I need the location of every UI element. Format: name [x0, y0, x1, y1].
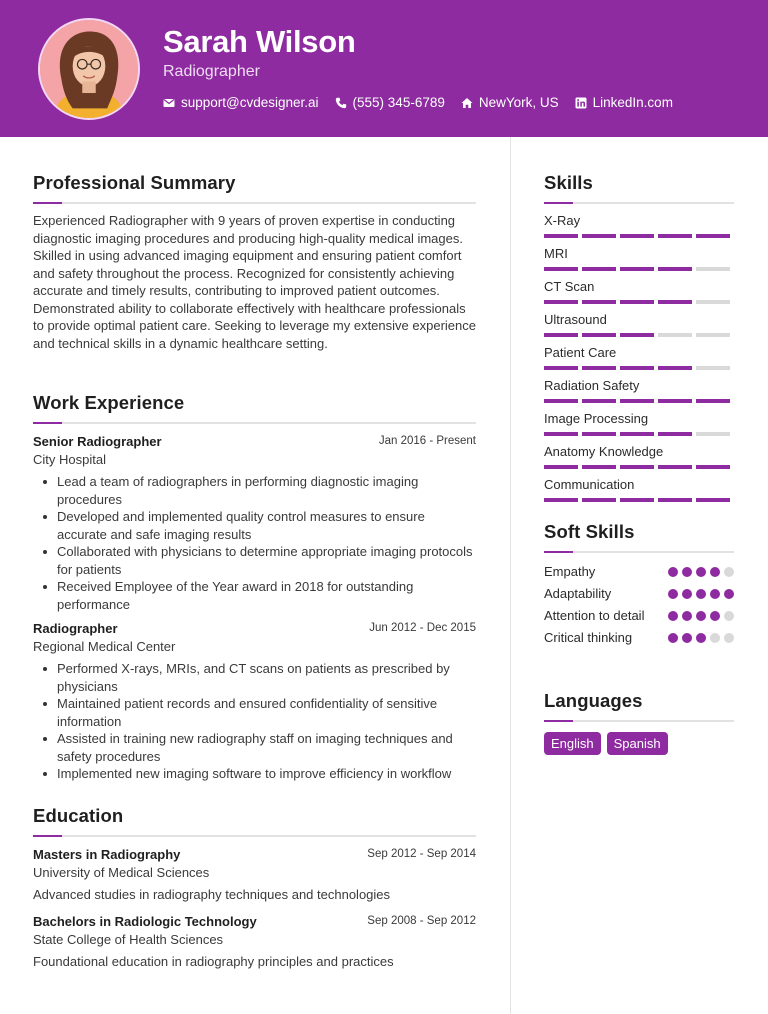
envelope-icon: [163, 97, 175, 109]
skill-item: [544, 444, 734, 469]
skill-name: CT Scan: [544, 279, 595, 294]
skill-name: X-Ray: [544, 213, 581, 228]
contact-list: [163, 95, 673, 110]
skill-level-segment: [658, 465, 692, 469]
skill-name: Anatomy Knowledge: [544, 444, 664, 459]
summary-heading: Professional Summary: [33, 172, 236, 193]
skill-level-segment: [620, 267, 654, 271]
experience-heading: Work Experience: [33, 392, 185, 413]
rating-dot: [724, 589, 734, 599]
skill-level-segment: [582, 366, 616, 370]
rating-dot: [724, 611, 734, 621]
section-rule: [33, 202, 476, 204]
education-description: Advanced studies in radiography techniques and technologies: [33, 887, 391, 902]
soft-skill-name: Adaptability: [544, 586, 612, 601]
candidate-name: Sarah Wilson: [163, 24, 356, 59]
skill-level-bar: [544, 300, 734, 304]
rating-dot: [710, 589, 720, 599]
skill-level-segment: [658, 300, 692, 304]
school-name: State College of Health Sciences: [33, 932, 224, 947]
list-item: Implemented new imaging software to improve efficiency in workflow: [57, 765, 476, 783]
soft-skill-rating: [668, 611, 734, 621]
education-date: Sep 2008 - Sep 2012: [367, 915, 476, 927]
skill-level-segment: [544, 399, 578, 403]
rating-dot: [682, 589, 692, 599]
education-description: Foundational education in radiography principles and practices: [33, 954, 394, 969]
skill-item: [544, 477, 734, 502]
list-item: Received Employee of the Year award in 2018 for outstanding performance: [57, 578, 476, 613]
education-date: Sep 2012 - Sep 2014: [367, 848, 476, 860]
skill-level-segment: [696, 432, 730, 436]
contact-phone-text: (555) 345-6789: [352, 95, 445, 110]
skills-heading: Skills: [544, 172, 593, 193]
job-title: Senior Radiographer: [33, 434, 162, 449]
soft-skill-name: Empathy: [544, 564, 596, 579]
skill-name: Radiation Safety: [544, 378, 640, 393]
skill-level-bar: [544, 267, 734, 271]
skill-level-segment: [696, 234, 730, 238]
rating-dot: [696, 589, 706, 599]
skill-level-segment: [582, 399, 616, 403]
skill-level-segment: [582, 498, 616, 502]
skill-level-segment: [582, 465, 616, 469]
experience-section: [33, 392, 476, 783]
job-bullets: [33, 660, 476, 783]
skill-level-bar: [544, 333, 734, 337]
skill-level-segment: [658, 399, 692, 403]
rating-dot: [724, 633, 734, 643]
list-item: Maintained patient records and ensured confidentiality of sensitive information: [57, 695, 476, 730]
skill-level-segment: [544, 267, 578, 271]
contact-email[interactable]: [163, 95, 319, 110]
rating-dot: [668, 589, 678, 599]
skill-level-bar: [544, 465, 734, 469]
skill-level-bar: [544, 498, 734, 502]
list-item: Collaborated with physicians to determine appropriate imaging protocols for patients: [57, 543, 476, 578]
skill-level-segment: [544, 234, 578, 238]
skill-level-segment: [620, 465, 654, 469]
rating-dot: [668, 633, 678, 643]
rating-dot: [710, 633, 720, 643]
soft-skill-item: [544, 585, 734, 603]
rating-dot: [682, 567, 692, 577]
list-item: Lead a team of radiographers in performing diagnostic imaging procedures: [57, 473, 476, 508]
candidate-role: Radiographer: [163, 63, 260, 80]
soft-skill-rating: [668, 633, 734, 643]
soft-skill-item: [544, 563, 734, 581]
skill-level-segment: [544, 465, 578, 469]
skill-level-segment: [544, 432, 578, 436]
soft-skill-rating: [668, 567, 734, 577]
degree-title: Masters in Radiography: [33, 847, 181, 862]
job-bullets: [33, 473, 476, 613]
skill-level-segment: [696, 300, 730, 304]
avatar: [38, 18, 140, 120]
language-tag: English: [544, 732, 601, 755]
skill-name: Ultrasound: [544, 312, 607, 327]
skills-section: [544, 172, 734, 510]
skill-name: Image Processing: [544, 411, 649, 426]
skill-level-segment: [620, 300, 654, 304]
soft-skill-name: Attention to detail: [544, 608, 645, 623]
skill-name: Communication: [544, 477, 635, 492]
job-organization: Regional Medical Center: [33, 639, 176, 654]
skill-item: [544, 246, 734, 271]
header-banner: [0, 0, 768, 137]
skill-level-segment: [658, 498, 692, 502]
languages-heading: Languages: [544, 690, 643, 711]
contact-email-text: support@cvdesigner.ai: [181, 95, 319, 110]
education-entry: [33, 914, 476, 969]
skill-level-segment: [696, 366, 730, 370]
section-rule: [33, 422, 476, 424]
skill-level-segment: [620, 234, 654, 238]
linkedin-icon: [575, 97, 587, 109]
skill-item: [544, 345, 734, 370]
soft-skills-section: [544, 521, 734, 651]
education-heading: Education: [33, 805, 124, 826]
skill-level-segment: [620, 399, 654, 403]
skill-level-segment: [696, 267, 730, 271]
skill-level-segment: [696, 399, 730, 403]
skill-level-segment: [658, 432, 692, 436]
language-tag: Spanish: [607, 732, 668, 755]
skill-level-segment: [544, 366, 578, 370]
rating-dot: [668, 611, 678, 621]
job-date: Jun 2012 - Dec 2015: [369, 622, 476, 634]
rating-dot: [696, 611, 706, 621]
column-divider: [510, 137, 511, 1014]
job-entry: [33, 434, 476, 613]
summary-section: [33, 172, 476, 352]
soft-skills-heading: Soft Skills: [544, 521, 635, 542]
rating-dot: [696, 567, 706, 577]
education-entry: [33, 847, 476, 902]
job-organization: City Hospital: [33, 452, 106, 467]
skill-level-segment: [658, 333, 692, 337]
skill-level-segment: [544, 498, 578, 502]
skills-list: [544, 213, 734, 502]
section-rule: [33, 835, 476, 837]
phone-icon: [335, 97, 347, 109]
skill-name: Patient Care: [544, 345, 617, 360]
home-icon: [461, 97, 473, 109]
job-date: Jan 2016 - Present: [378, 435, 476, 447]
rating-dot: [682, 633, 692, 643]
soft-skill-name: Critical thinking: [544, 630, 633, 645]
skill-level-segment: [658, 267, 692, 271]
contact-linkedin[interactable]: [575, 95, 673, 110]
skill-level-segment: [620, 498, 654, 502]
contact-location: [461, 95, 559, 110]
skill-level-bar: [544, 399, 734, 403]
skill-level-segment: [696, 498, 730, 502]
section-rule: [544, 720, 734, 722]
skill-level-segment: [582, 234, 616, 238]
rating-dot: [696, 633, 706, 643]
skill-level-segment: [620, 333, 654, 337]
section-rule: [544, 202, 734, 204]
skill-level-segment: [582, 432, 616, 436]
skill-level-segment: [582, 300, 616, 304]
job-entry: [33, 621, 476, 783]
soft-skill-item: [544, 607, 734, 625]
skill-level-segment: [696, 333, 730, 337]
skill-item: [544, 312, 734, 337]
rating-dot: [682, 611, 692, 621]
languages-section: [544, 690, 734, 755]
skill-item: [544, 378, 734, 403]
skill-item: [544, 411, 734, 436]
skill-level-segment: [620, 432, 654, 436]
skill-level-segment: [658, 366, 692, 370]
skill-level-segment: [658, 234, 692, 238]
school-name: University of Medical Sciences: [33, 865, 210, 880]
profile-photo: [40, 20, 138, 118]
list-item: Developed and implemented quality control measures to ensure accurate and safe imaging results: [57, 508, 476, 543]
skill-level-segment: [582, 333, 616, 337]
skill-level-bar: [544, 234, 734, 238]
rating-dot: [724, 567, 734, 577]
contact-linkedin-text: LinkedIn.com: [592, 95, 673, 110]
language-tags: [544, 732, 734, 755]
section-rule: [544, 551, 734, 553]
skill-level-bar: [544, 432, 734, 436]
rating-dot: [668, 567, 678, 577]
education-section: [33, 805, 476, 969]
list-item: Performed X-rays, MRIs, and CT scans on patients as prescribed by physicians: [57, 660, 476, 695]
soft-skill-item: [544, 629, 734, 647]
skill-level-segment: [544, 333, 578, 337]
degree-title: Bachelors in Radiologic Technology: [33, 914, 257, 929]
rating-dot: [710, 611, 720, 621]
skill-item: [544, 279, 734, 304]
skill-level-segment: [544, 300, 578, 304]
skill-name: MRI: [544, 246, 568, 261]
list-item: Assisted in training new radiography staff on imaging techniques and safety procedures: [57, 730, 476, 765]
skill-level-segment: [620, 366, 654, 370]
skill-level-bar: [544, 366, 734, 370]
contact-phone[interactable]: [335, 95, 445, 110]
rating-dot: [710, 567, 720, 577]
skill-level-segment: [582, 267, 616, 271]
contact-location-text: NewYork, US: [478, 95, 559, 110]
soft-skill-rating: [668, 589, 734, 599]
skill-item: [544, 213, 734, 238]
soft-skills-list: [544, 563, 734, 647]
skill-level-segment: [696, 465, 730, 469]
summary-text: Experienced Radiographer with 9 years of proven expertise in conducting diagnostic imaging procedures and producing high-quality medical images. Skilled in using advanced imaging equipment and ensuring patient comfort and safety throughout the process. Recognized for consistently achieving accurate and timely results, contributing to improved patient outcomes. Demonstrated ability to collaborate effectively with healthcare professionals to provide optimal patient care. Seeking to leverage my extensive experience and technical skills in a dynamic healthcare setting.: [33, 213, 476, 351]
job-title: Radiographer: [33, 621, 118, 636]
